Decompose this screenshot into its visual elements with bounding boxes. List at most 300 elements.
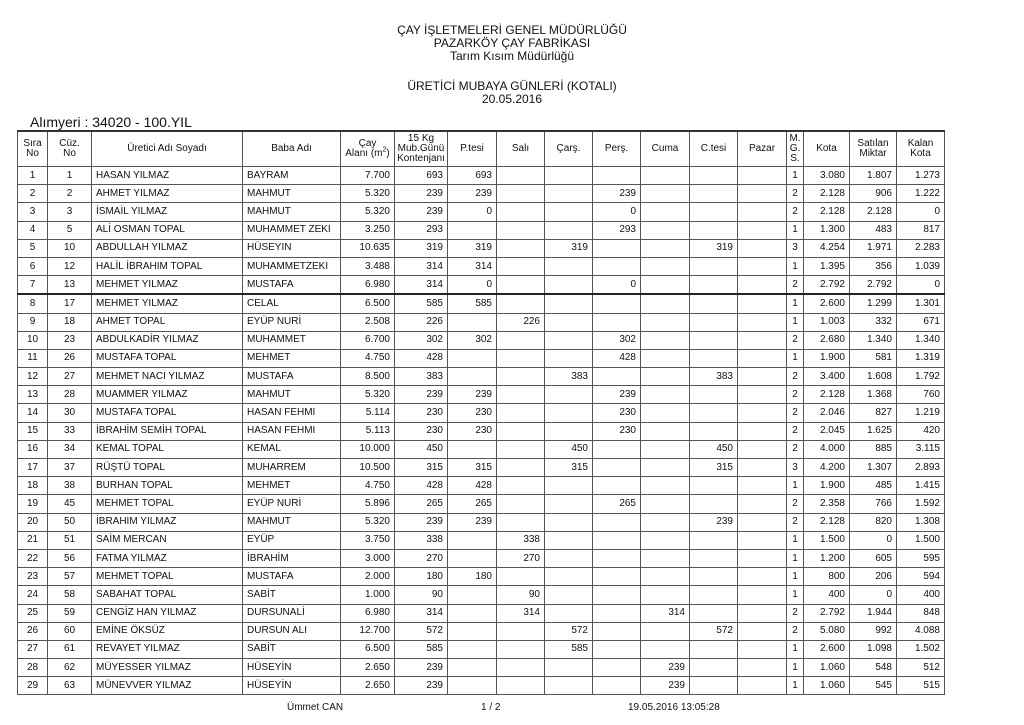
table-row [18, 422, 945, 440]
cell-monday [448, 586, 497, 604]
table-row [18, 513, 945, 531]
cell-sira-no: 10 [18, 331, 48, 349]
cell-monday [448, 531, 497, 549]
cell-saturday [690, 404, 738, 422]
cell-friday [641, 586, 690, 604]
cell-tea-area: 6.700 [341, 331, 395, 349]
cell-sira-no: 11 [18, 349, 48, 367]
cell-daily-quota: 693 [395, 167, 448, 185]
cell-father-name: EYÜP NURİ [243, 495, 341, 513]
cell-mgs: 2 [787, 331, 804, 349]
cell-monday: 230 [448, 422, 497, 440]
cell-remaining-quota: 848 [897, 604, 945, 622]
cell-quota: 2.358 [804, 495, 850, 513]
cell-producer-name: CENGİZ HAN YILMAZ [92, 604, 243, 622]
cell-daily-quota: 90 [395, 586, 448, 604]
cell-mgs: 1 [787, 640, 804, 658]
cell-tuesday [497, 422, 545, 440]
cell-monday: 265 [448, 495, 497, 513]
cell-thursday [593, 513, 641, 531]
cell-daily-quota: 180 [395, 568, 448, 586]
cell-sold-amount: 0 [850, 586, 897, 604]
cell-mgs: 1 [787, 586, 804, 604]
cell-thursday [593, 294, 641, 313]
cell-friday [641, 568, 690, 586]
cell-saturday [690, 257, 738, 275]
cell-friday: 239 [641, 677, 690, 695]
cell-thursday: 239 [593, 185, 641, 203]
cell-tea-area: 10.000 [341, 440, 395, 458]
cell-sold-amount: 1.807 [850, 167, 897, 185]
cell-tea-area: 5.114 [341, 404, 395, 422]
cell-thursday: 239 [593, 386, 641, 404]
cell-tuesday [497, 185, 545, 203]
cell-producer-name: MÜYESSER YILMAZ [92, 659, 243, 677]
cell-producer-name: BURHAN TOPAL [92, 477, 243, 495]
cell-father-name: MAHMUT [243, 203, 341, 221]
cell-sira-no: 4 [18, 221, 48, 239]
cell-tea-area: 12.700 [341, 622, 395, 640]
cell-sunday [738, 622, 787, 640]
table-row [18, 276, 945, 295]
cell-saturday [690, 677, 738, 695]
cell-sira-no: 5 [18, 239, 48, 257]
cell-cuz-no: 27 [48, 368, 92, 386]
cell-friday [641, 294, 690, 313]
cell-sold-amount: 1.368 [850, 386, 897, 404]
cell-monday [448, 622, 497, 640]
cell-wednesday [545, 313, 593, 331]
cell-tuesday [497, 495, 545, 513]
cell-cuz-no: 56 [48, 549, 92, 567]
cell-thursday [593, 313, 641, 331]
cell-sira-no: 19 [18, 495, 48, 513]
cell-friday [641, 331, 690, 349]
factory-name: PAZARKÖY ÇAY FABRİKASI [433, 36, 591, 50]
cell-sunday [738, 440, 787, 458]
cell-quota: 2.600 [804, 640, 850, 658]
cell-cuz-no: 34 [48, 440, 92, 458]
cell-tea-area: 10.635 [341, 239, 395, 257]
cell-sira-no: 28 [18, 659, 48, 677]
cell-tea-area: 5.896 [341, 495, 395, 513]
cell-thursday: 265 [593, 495, 641, 513]
cell-quota: 2.600 [804, 294, 850, 313]
cell-sira-no: 23 [18, 568, 48, 586]
cell-remaining-quota: 400 [897, 586, 945, 604]
cell-tuesday [497, 239, 545, 257]
cell-sold-amount: 483 [850, 221, 897, 239]
cell-mgs: 1 [787, 349, 804, 367]
cell-father-name: MEHMET [243, 349, 341, 367]
table-row [18, 203, 945, 221]
cell-remaining-quota: 1.792 [897, 368, 945, 386]
cell-father-name: MAHMUT [243, 386, 341, 404]
cell-tuesday [497, 276, 545, 295]
cell-tuesday: 90 [497, 586, 545, 604]
cell-producer-name: MÜNEVVER YILMAZ [92, 677, 243, 695]
cell-producer-name: HASAN YILMAZ [92, 167, 243, 185]
cell-producer-name: AHMET TOPAL [92, 313, 243, 331]
cell-friday [641, 368, 690, 386]
cell-tuesday [497, 513, 545, 531]
cell-tuesday [497, 167, 545, 185]
col-quota: Kota [804, 131, 850, 167]
cell-sold-amount: 1.625 [850, 422, 897, 440]
cell-daily-quota: 230 [395, 422, 448, 440]
purchase-location: Alımyeri : 34020 - 100.YIL [30, 114, 192, 130]
table-row [18, 586, 945, 604]
cell-friday [641, 404, 690, 422]
cell-monday: 319 [448, 239, 497, 257]
col-tuesday: Salı [497, 131, 545, 167]
cell-sunday [738, 531, 787, 549]
cell-sira-no: 14 [18, 404, 48, 422]
cell-wednesday [545, 349, 593, 367]
cell-tuesday: 338 [497, 531, 545, 549]
cell-thursday [593, 239, 641, 257]
cell-remaining-quota: 1.219 [897, 404, 945, 422]
col-tea-area: Çay Alanı $(m^2)$ [341, 131, 395, 167]
cell-wednesday: 319 [545, 239, 593, 257]
cell-remaining-quota: 2.893 [897, 459, 945, 477]
cell-tuesday [497, 294, 545, 313]
cell-tea-area: 6.980 [341, 276, 395, 295]
cell-father-name: EYÜP [243, 531, 341, 549]
cell-saturday [690, 531, 738, 549]
cell-father-name: MUSTAFA [243, 368, 341, 386]
cell-mgs: 2 [787, 386, 804, 404]
col-monday: P.tesi [448, 131, 497, 167]
cell-father-name: HASAN FEHMI [243, 422, 341, 440]
cell-cuz-no: 2 [48, 185, 92, 203]
cell-tuesday [497, 257, 545, 275]
cell-sira-no: 20 [18, 513, 48, 531]
cell-sira-no: 29 [18, 677, 48, 695]
cell-father-name: MUHARREM [243, 459, 341, 477]
cell-friday: 239 [641, 659, 690, 677]
cell-monday: 585 [448, 294, 497, 313]
cell-sunday [738, 368, 787, 386]
cell-cuz-no: 59 [48, 604, 92, 622]
cell-sunday [738, 167, 787, 185]
cell-tea-area: 5.113 [341, 422, 395, 440]
cell-saturday [690, 167, 738, 185]
footer-user: Ümmet CAN [287, 702, 344, 713]
cell-sold-amount: 1.971 [850, 239, 897, 257]
cell-saturday: 450 [690, 440, 738, 458]
cell-mgs: 2 [787, 440, 804, 458]
cell-cuz-no: 50 [48, 513, 92, 531]
cell-wednesday [545, 276, 593, 295]
cell-saturday [690, 549, 738, 567]
cell-monday [448, 349, 497, 367]
cell-tea-area: 4.750 [341, 349, 395, 367]
cell-friday [641, 257, 690, 275]
report-date: 20.05.2016 [481, 92, 543, 106]
cell-sira-no: 7 [18, 276, 48, 295]
cell-sira-no: 8 [18, 294, 48, 313]
cell-quota: 5.080 [804, 622, 850, 640]
cell-father-name: HASAN FEHMI [243, 404, 341, 422]
cell-mgs: 2 [787, 404, 804, 422]
cell-friday [641, 513, 690, 531]
cell-daily-quota: 314 [395, 257, 448, 275]
cell-remaining-quota: 1.319 [897, 349, 945, 367]
cell-mgs: 1 [787, 294, 804, 313]
cell-tea-area: 3.488 [341, 257, 395, 275]
cell-sunday [738, 640, 787, 658]
cell-cuz-no: 28 [48, 386, 92, 404]
cell-thursday: 230 [593, 422, 641, 440]
cell-mgs: 2 [787, 513, 804, 531]
cell-tuesday [497, 386, 545, 404]
cell-saturday [690, 640, 738, 658]
cell-wednesday [545, 331, 593, 349]
cell-quota: 2.128 [804, 513, 850, 531]
cell-wednesday: 585 [545, 640, 593, 658]
cell-cuz-no: 23 [48, 331, 92, 349]
cell-sira-no: 13 [18, 386, 48, 404]
cell-producer-name: İBRAHIM YILMAZ [92, 513, 243, 531]
cell-tuesday [497, 331, 545, 349]
cell-tea-area: 6.980 [341, 604, 395, 622]
cell-monday: 302 [448, 331, 497, 349]
cell-tea-area: 5.320 [341, 185, 395, 203]
cell-monday: 230 [448, 404, 497, 422]
cell-tuesday [497, 477, 545, 495]
cell-father-name: MUSTAFA [243, 568, 341, 586]
cell-sold-amount: 206 [850, 568, 897, 586]
cell-cuz-no: 38 [48, 477, 92, 495]
cell-cuz-no: 5 [48, 221, 92, 239]
col-sunday: Pazar [738, 131, 787, 167]
cell-daily-quota: 265 [395, 495, 448, 513]
cell-father-name: EYÜP NURİ [243, 313, 341, 331]
cell-sold-amount: 1.944 [850, 604, 897, 622]
cell-mgs: 1 [787, 477, 804, 495]
cell-quota: 2.128 [804, 203, 850, 221]
col-mgs: M. G. S. [787, 131, 804, 167]
cell-remaining-quota: 1.592 [897, 495, 945, 513]
cell-producer-name: ABDULLAH YILMAZ [92, 239, 243, 257]
cell-tea-area: 6.500 [341, 294, 395, 313]
cell-tea-area: 1.000 [341, 586, 395, 604]
cell-father-name: CELAL [243, 294, 341, 313]
cell-friday [641, 239, 690, 257]
cell-friday [641, 459, 690, 477]
table-row [18, 404, 945, 422]
cell-tuesday [497, 203, 545, 221]
cell-remaining-quota: 512 [897, 659, 945, 677]
cell-monday [448, 659, 497, 677]
cell-sunday [738, 386, 787, 404]
cell-monday: 428 [448, 477, 497, 495]
cell-tea-area: 10.500 [341, 459, 395, 477]
cell-tea-area: 8.500 [341, 368, 395, 386]
cell-producer-name: MEHMET NACI YILMAZ [92, 368, 243, 386]
table-row [18, 257, 945, 275]
cell-producer-name: MUSTAFA TOPAL [92, 404, 243, 422]
cell-daily-quota: 319 [395, 239, 448, 257]
cell-father-name: MUHAMMET ZEKI [243, 221, 341, 239]
cell-daily-quota: 239 [395, 386, 448, 404]
cell-producer-name: ABDULKADİR YILMAZ [92, 331, 243, 349]
cell-saturday [690, 185, 738, 203]
cell-tuesday [497, 440, 545, 458]
cell-sira-no: 1 [18, 167, 48, 185]
cell-quota: 1.500 [804, 531, 850, 549]
cell-wednesday: 572 [545, 622, 593, 640]
cell-daily-quota: 450 [395, 440, 448, 458]
cell-saturday [690, 221, 738, 239]
cell-cuz-no: 30 [48, 404, 92, 422]
table-row [18, 294, 945, 313]
cell-sunday [738, 221, 787, 239]
cell-sold-amount: 2.792 [850, 276, 897, 295]
cell-wednesday [545, 495, 593, 513]
cell-tea-area: 2.000 [341, 568, 395, 586]
cell-daily-quota: 428 [395, 477, 448, 495]
cell-sunday [738, 294, 787, 313]
cell-cuz-no: 37 [48, 459, 92, 477]
cell-mgs: 2 [787, 368, 804, 386]
cell-mgs: 2 [787, 422, 804, 440]
table-row [18, 568, 945, 586]
cell-remaining-quota: 595 [897, 549, 945, 567]
cell-sunday [738, 677, 787, 695]
cell-sold-amount: 1.340 [850, 331, 897, 349]
cell-saturday [690, 386, 738, 404]
cell-thursday [593, 477, 641, 495]
cell-sold-amount: 906 [850, 185, 897, 203]
cell-monday [448, 440, 497, 458]
table-header-row [18, 131, 945, 167]
cell-sira-no: 25 [18, 604, 48, 622]
cell-quota: 3.400 [804, 368, 850, 386]
cell-cuz-no: 51 [48, 531, 92, 549]
cell-remaining-quota: 817 [897, 221, 945, 239]
cell-saturday: 239 [690, 513, 738, 531]
cell-quota: 1.300 [804, 221, 850, 239]
cell-daily-quota: 293 [395, 221, 448, 239]
col-father-name: Baba Adı [243, 131, 341, 167]
cell-sold-amount: 548 [850, 659, 897, 677]
cell-tea-area: 5.320 [341, 203, 395, 221]
cell-cuz-no: 60 [48, 622, 92, 640]
cell-tuesday [497, 677, 545, 695]
cell-tea-area: 5.320 [341, 386, 395, 404]
col-sold-amount: Satılan Miktar [850, 131, 897, 167]
cell-quota: 400 [804, 586, 850, 604]
cell-wednesday [545, 677, 593, 695]
cell-sunday [738, 659, 787, 677]
cell-thursday [593, 549, 641, 567]
cell-wednesday [545, 404, 593, 422]
cell-daily-quota: 239 [395, 185, 448, 203]
cell-sold-amount: 485 [850, 477, 897, 495]
cell-monday [448, 677, 497, 695]
cell-remaining-quota: 515 [897, 677, 945, 695]
cell-sold-amount: 0 [850, 531, 897, 549]
cell-quota: 4.000 [804, 440, 850, 458]
cell-cuz-no: 33 [48, 422, 92, 440]
cell-sira-no: 15 [18, 422, 48, 440]
cell-producer-name: MEHMET YILMAZ [92, 294, 243, 313]
cell-sunday [738, 203, 787, 221]
cell-father-name: HÜSEYIN [243, 239, 341, 257]
cell-saturday [690, 349, 738, 367]
cell-father-name: MAHMUT [243, 513, 341, 531]
cell-producer-name: MEHMET YILMAZ [92, 276, 243, 295]
cell-father-name: HÜSEYİN [243, 659, 341, 677]
cell-sold-amount: 992 [850, 622, 897, 640]
cell-cuz-no: 26 [48, 349, 92, 367]
cell-wednesday [545, 477, 593, 495]
cell-mgs: 1 [787, 313, 804, 331]
cell-thursday: 302 [593, 331, 641, 349]
cell-tuesday [497, 349, 545, 367]
cell-friday [641, 386, 690, 404]
cell-tea-area: 6.500 [341, 640, 395, 658]
cell-thursday [593, 257, 641, 275]
cell-thursday [593, 659, 641, 677]
cell-father-name: SABİT [243, 640, 341, 658]
cell-saturday [690, 331, 738, 349]
table-row [18, 167, 945, 185]
cell-mgs: 2 [787, 185, 804, 203]
cell-sira-no: 16 [18, 440, 48, 458]
cell-sunday [738, 331, 787, 349]
cell-saturday [690, 659, 738, 677]
cell-monday: 314 [448, 257, 497, 275]
cell-sunday [738, 422, 787, 440]
cell-cuz-no: 13 [48, 276, 92, 295]
table-row [18, 440, 945, 458]
cell-saturday: 319 [690, 239, 738, 257]
cell-cuz-no: 62 [48, 659, 92, 677]
cell-tuesday [497, 640, 545, 658]
footer-timestamp: 19.05.2016 13:05:28 [628, 702, 720, 713]
cell-saturday [690, 422, 738, 440]
cell-remaining-quota: 1.039 [897, 257, 945, 275]
cell-quota: 2.792 [804, 604, 850, 622]
col-friday: Cuma [641, 131, 690, 167]
cell-quota: 1.395 [804, 257, 850, 275]
cell-mgs: 2 [787, 276, 804, 295]
cell-remaining-quota: 760 [897, 386, 945, 404]
cell-wednesday [545, 531, 593, 549]
cell-friday [641, 549, 690, 567]
cell-daily-quota: 315 [395, 459, 448, 477]
cell-saturday [690, 477, 738, 495]
col-daily-quota: 15 Kg Mub.Günü Kontenjanı [395, 131, 448, 167]
cell-cuz-no: 12 [48, 257, 92, 275]
cell-quota: 1.200 [804, 549, 850, 567]
table-row [18, 531, 945, 549]
cell-monday: 239 [448, 386, 497, 404]
cell-sold-amount: 545 [850, 677, 897, 695]
cell-daily-quota: 239 [395, 513, 448, 531]
cell-tuesday [497, 221, 545, 239]
col-sira-no: Sıra No [18, 131, 48, 167]
cell-sold-amount: 820 [850, 513, 897, 531]
cell-remaining-quota: 4.088 [897, 622, 945, 640]
cell-mgs: 2 [787, 203, 804, 221]
table-row [18, 495, 945, 513]
cell-sold-amount: 2.128 [850, 203, 897, 221]
cell-friday [641, 640, 690, 658]
